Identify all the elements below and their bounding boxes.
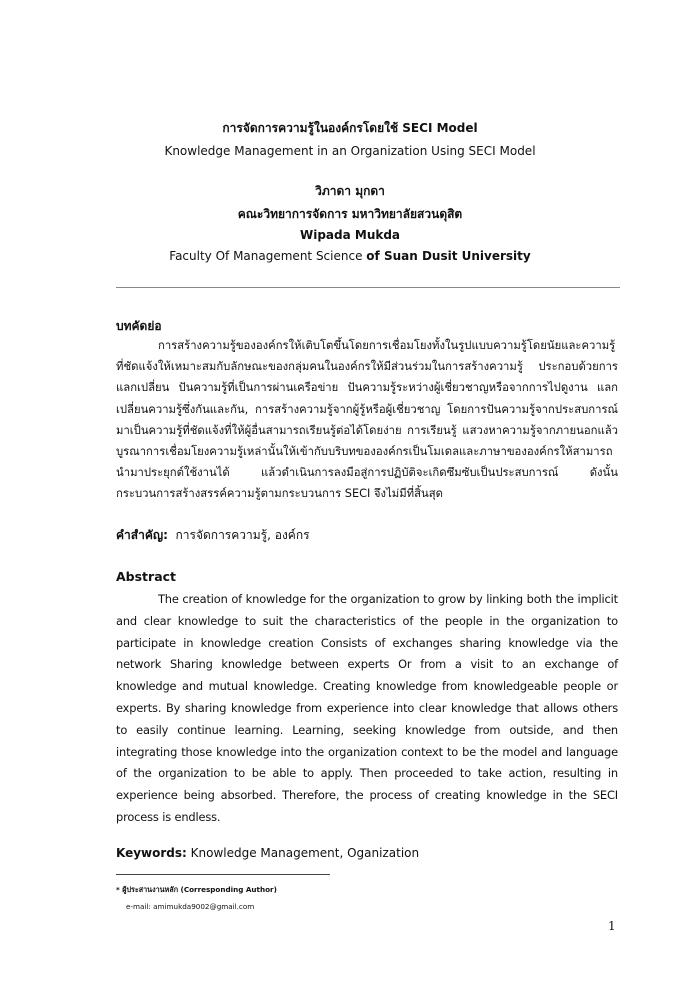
abstract-thai-heading: บทคัดย่อ — [116, 319, 162, 333]
footnote-email: e-mail: amimukda9002@gmail.com — [126, 902, 255, 911]
keywords-english-label: Keywords: — [116, 846, 187, 860]
title-thai: การจัดการความรู้ในองค์กรโดยใช้ SECI Model — [222, 121, 478, 135]
keywords-thai-label: คำสำคัญ: — [116, 528, 168, 542]
abstract-english-body — [116, 589, 618, 829]
abstract-english-heading: Abstract — [116, 569, 177, 584]
author-affiliation-english — [0, 249, 700, 263]
page-number: 1 — [608, 919, 616, 933]
footnote-corresponding-author: * ผู้ประสานงานหลัก (Corresponding Author) — [116, 885, 277, 894]
author-affiliation-thai: คณะวิทยาการจัดการ มหาวิทยาลัยสวนดุสิต — [237, 207, 463, 221]
header-divider — [116, 287, 620, 288]
abstract-thai-body — [116, 335, 618, 505]
abstract-english-text: The creation of knowledge for the organization to grow by linking both the implicit and clear knowledge to suit the characteristics of the people in the organization to participate in knowledge creation Consists of exchanges sharing knowledge via the network Sharing knowledge between experts Or from a visit to an exchange of knowledge and mutual knowledge. Creating knowledge from knowledgeable people or experts. By sharing knowledge from experience into clear knowledge that allows others to easily continue learning. Learning, seeking knowledge from outside, and then integrating those knowledge into the organization context to be the model and language of the organization to be able to apply. Then proceeded to take action, resulting in experience being absorbed. Therefore, the process of creating knowledge in the SECI process is endless. — [116, 592, 618, 824]
title-english: Knowledge Management in an Organization Using SECI Model — [164, 144, 536, 158]
affiliation-prefix: Faculty Of Management Science — [169, 249, 363, 263]
keywords-english-value: Knowledge Management, Oganization — [190, 846, 420, 860]
affiliation-suffix: of Suan Dusit University — [366, 249, 531, 263]
footnote-divider — [116, 874, 330, 875]
keywords-thai — [116, 526, 310, 545]
author-name-thai: วิภาดา มุกดา — [315, 184, 385, 198]
author-name-english: Wipada Mukda — [299, 228, 401, 242]
keywords-english — [116, 846, 419, 860]
keywords-thai-value: การจัดการความรู้, องค์กร — [175, 528, 310, 542]
abstract-thai-text: การสร้างความรู้ขององค์กรให้เติบโตขึ้นโดยการเชื่อมโยงทั้งในรูปแบบความรู้โดยนัยและความรู้ที่ชัดแจ้งให้เหมาะสมกับลักษณะของกลุ่มคนในองค์กรให้มีส่วนร่วมในการสร้างความรู้ ประกอบด้วยการแลกเปลี่ยน ปันความรู้ที่เป็นการผ่านเครือข่าย ปันความรู้ระหว่างผู้เชี่ยวชาญหรือจากการไปดูงาน แลกเปลี่ยนความรู้ซึ่งกันและกัน, การสร้างความรู้จากผู้รู้หรือผู้เชี่ยวชาญ โดยการปันความรู้จากประสบการณ์มาเป็นความรู้ที่ชัดแจ้งที่ให้ผู้อื่นสามารถเรียนรู้ต่อได้โดยง่าย การเรียนรู้ แสวงหาความรู้จากภายนอกแล้วบูรณาการเชื่อมโยงความรู้เหล่านั้นให้เข้ากับบริบทขององค์กรเป็นโมเดลและภาษาขององค์กรให้สามารถนำมาประยุกต์ใช้งานได้ แล้วดำเนินการลงมือสู่การปฏิบัติจะเกิดซึมซับเป็นประสบการณ์ ดังนั้นกระบวนการสร้างสรรค์ความรู้ตามกระบวนการ SECI จึงไม่มีที่สิ้นสุด — [116, 339, 618, 501]
